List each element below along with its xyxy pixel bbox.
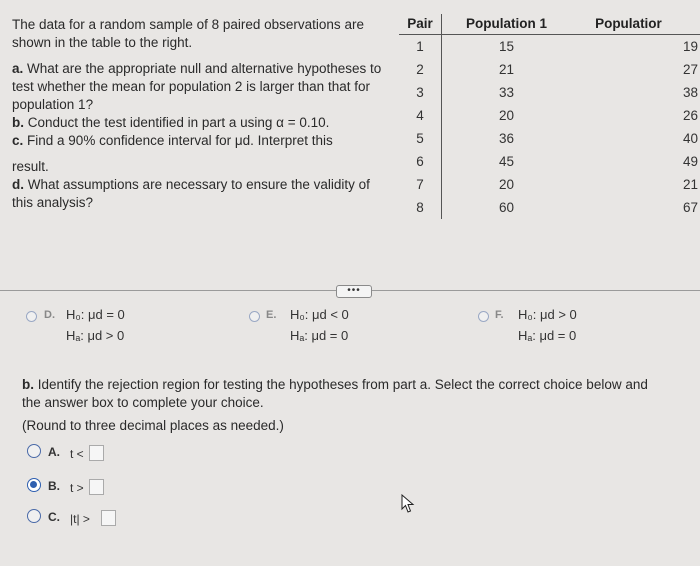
table-row: 8 60 67 bbox=[399, 196, 700, 219]
choice-c-expr: |t| > bbox=[70, 512, 90, 526]
option-f-h0: H₀: μd > 0 bbox=[518, 307, 577, 322]
part-d: d. What assumptions are necessary to ensure the validity of this analysis? bbox=[12, 177, 370, 210]
part-b-question: b. Identify the rejection region for testing the hypotheses from part a. Select the correct choice below and the answer box to complete your choice. bbox=[22, 377, 648, 410]
option-d-h0: H₀: μd = 0 bbox=[66, 307, 125, 322]
choice-c-letter: C. bbox=[48, 510, 60, 524]
table-row: 1 15 19 bbox=[399, 35, 700, 59]
table-row: 6 45 49 bbox=[399, 150, 700, 173]
answer-box-a[interactable] bbox=[89, 445, 104, 461]
table-row: 3 33 38 bbox=[399, 81, 700, 104]
option-f-ha: Hₐ: μd = 0 bbox=[518, 328, 577, 343]
problem-intro: The data for a random sample of 8 paired observations are shown in the table to the right. bbox=[12, 17, 364, 50]
radio-choice-b[interactable] bbox=[27, 478, 41, 492]
choice-a-expr: t < bbox=[70, 447, 84, 461]
mouse-pointer-icon bbox=[401, 494, 415, 514]
answer-box-c[interactable] bbox=[101, 510, 116, 526]
part-c-cont: result. bbox=[12, 159, 49, 174]
radio-option-e[interactable] bbox=[249, 311, 260, 322]
option-e-h0: H₀: μd < 0 bbox=[290, 307, 349, 322]
data-table bbox=[399, 14, 700, 219]
expand-more-button[interactable]: ••• bbox=[336, 285, 372, 298]
radio-option-f[interactable] bbox=[478, 311, 489, 322]
choice-b-letter: B. bbox=[48, 479, 60, 493]
table-row: 7 20 21 bbox=[399, 173, 700, 196]
option-d-ha: Hₐ: μd > 0 bbox=[66, 328, 125, 343]
choice-a-letter: A. bbox=[48, 445, 60, 459]
part-a: a. What are the appropriate null and alternative hypotheses to test whether the mean for population 2 is larger than that for population 1? bbox=[12, 61, 382, 112]
part-b: b. Conduct the test identified in part a using α = 0.10. bbox=[12, 115, 330, 130]
table-header-row bbox=[399, 14, 700, 35]
option-e-letter: E. bbox=[266, 309, 277, 321]
table-row: 4 20 26 bbox=[399, 104, 700, 127]
option-e-ha: Hₐ: μd = 0 bbox=[290, 328, 349, 343]
choice-b-expr: t > bbox=[70, 481, 84, 495]
option-d-letter: D. bbox=[44, 309, 55, 321]
round-note: (Round to three decimal places as needed.) bbox=[22, 418, 284, 433]
header-pair: Pair bbox=[399, 14, 442, 35]
header-population-2: Populatior bbox=[571, 14, 700, 35]
table-row: 5 36 40 bbox=[399, 127, 700, 150]
radio-option-d[interactable] bbox=[26, 311, 37, 322]
answer-box-b[interactable] bbox=[89, 479, 104, 495]
option-f-letter: F. bbox=[495, 309, 504, 321]
problem-statement bbox=[12, 16, 387, 212]
part-c: c. Find a 90% confidence interval for μd. Interpret this bbox=[12, 133, 333, 148]
radio-choice-a[interactable] bbox=[27, 444, 41, 458]
header-population-1: Population 1 bbox=[442, 14, 572, 35]
radio-choice-c[interactable] bbox=[27, 509, 41, 523]
table-row: 2 21 27 bbox=[399, 58, 700, 81]
